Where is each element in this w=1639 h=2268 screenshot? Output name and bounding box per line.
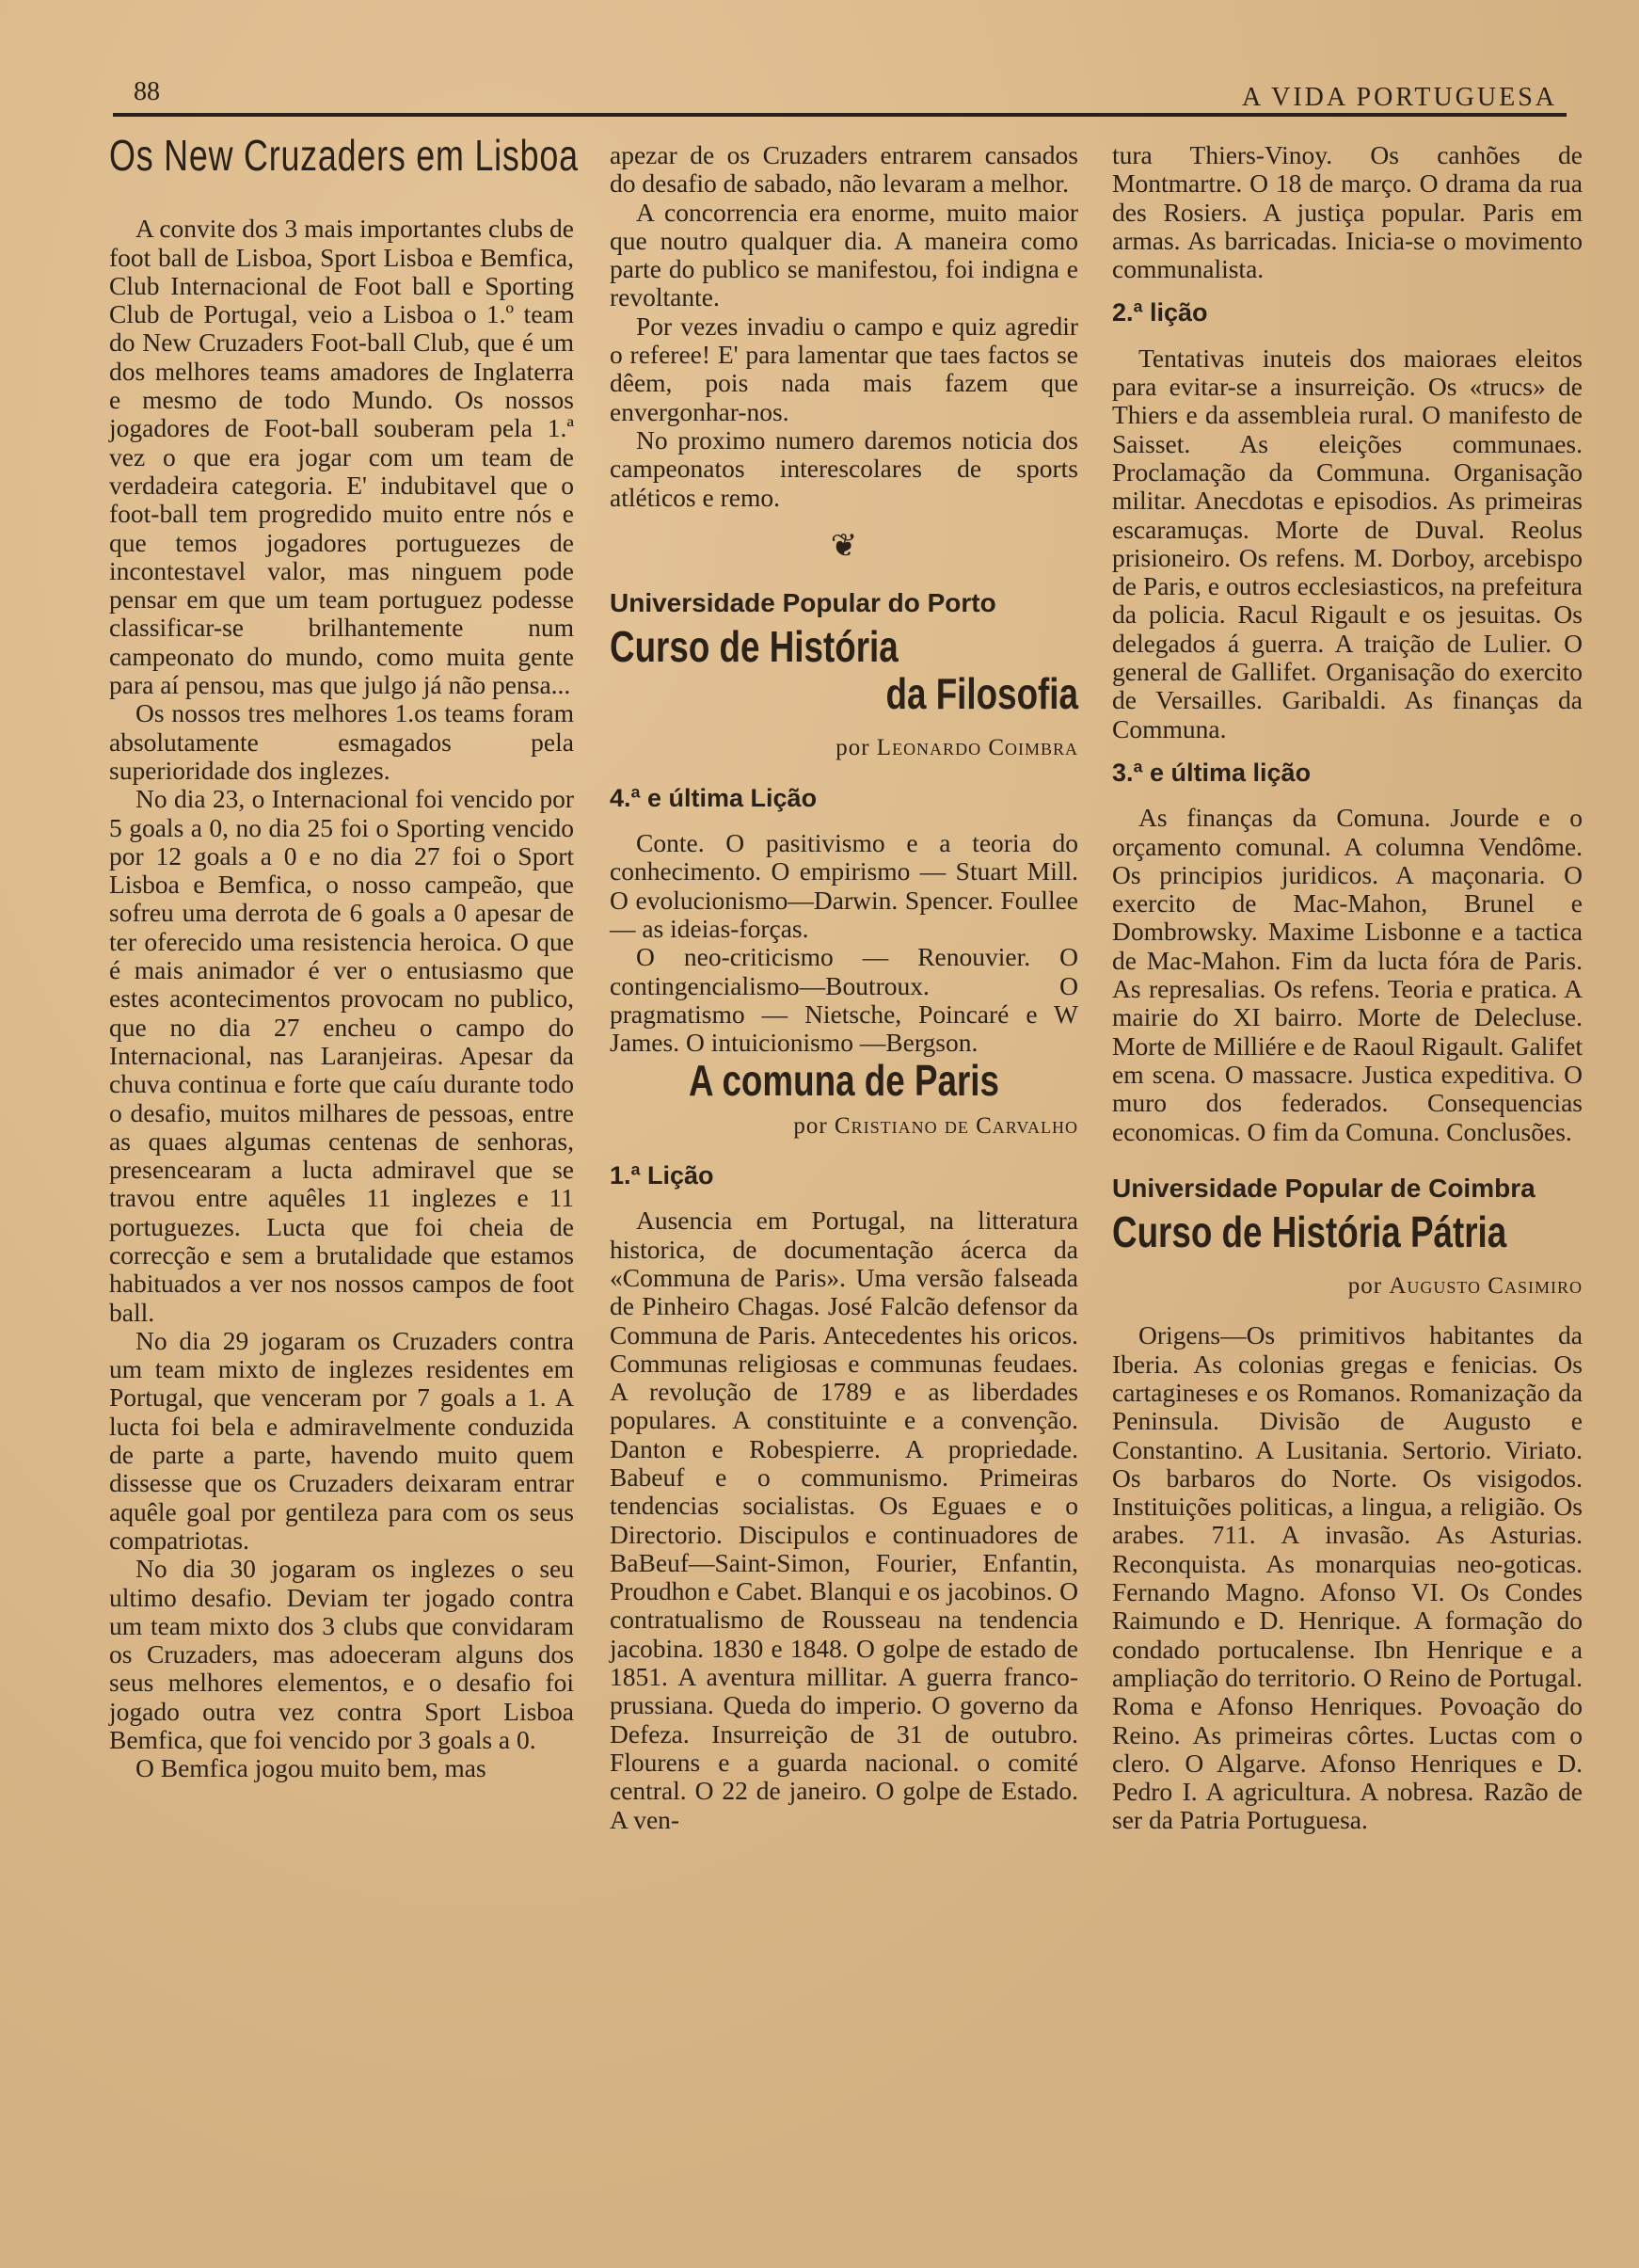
paragraph: apezar de os Cruzaders entrarem cansados do desafio de sabado, não levaram a melhor. [610,140,1078,199]
byline-author: Leonardo Coimbra [876,735,1078,761]
byline-por: por [835,735,870,761]
paragraph: O neo-criticismo — Renouvier. O contingencialismo—Boutroux. O pragmatismo — Nietsche, Poincaré e W James. O intuicionismo —Bergson. [610,942,1078,1058]
paragraph: Tentativas inuteis dos maioraes eleitos para evitar-se a insurreição. Os «trucs» de Thiers e da assembleia rural. O manifesto de Saisset. As eleições communaes. Proclamação da Communa. Organisação militar. Anecdotas e episodios. As primeiras escaramuças. Morte de Duval. Reolus prisioneiro. Os refens. M. Dorboy, arcebispo de Paris, e outros ecclesiasticos, na prefeitura da policia. Racul Rigault e os jesuitas. Os delegados á guerra. A traição de Lulier. O general de Gallifet. Organisação do exercito de Versailles. Garibaldi. As finanças da Communa. [1112,343,1583,743]
paragraph: Origens—Os primitivos habitantes da Iberia. As colonias gregas e fenicias. Os cartagineses e os Romanos. Romanização da Peninsula. Divisão de Augusto e Constantino. A Lusitania. Sertorio. Viriato. Os barbaros do Norte. Os visigodos. Instituições politicas, a lingua, a religião. Os arabes. 711. A invasão. As Asturias. Reconquista. As monarquias neo-goticas. Fernando Magno. Afonso VI. Os Condes Raimundo e D. Henrique. A formação do condado portucalense. Ibn Henrique e a ampliação do territorio. O Reino de Portugal. Roma e Afonso Henriques. Povoação do Reino. As primeiras côrtes. Luctas com o clero. O Algarve. Afonso Henriques e D. Pedro I. A agricultura. A nobresa. Razão de ser da Patria Portuguesa. [1112,1320,1583,1835]
paragraph: No dia 29 jogaram os Cruzaders contra um team mixto de inglezes residentes em Portugal, que venceram por 7 goals a 1. A lucta foi bela e admiravelmente conduzida de parte a parte, havendo muito quem dissesse que os Cruzaders deixaram entrar aquêle goal por gentileza para com os seus compatriotas. [109,1325,574,1555]
page-header [113,77,1567,117]
lesson-heading: 1.ª Lição [610,1161,714,1190]
byline-author: Augusto Casimiro [1389,1273,1583,1300]
section-heading: Universidade Popular do Porto [610,588,996,618]
byline [610,734,1078,762]
byline-por: por [793,1112,828,1139]
paragraph: No proximo numero daremos noticia dos campeonatos interescolares de sports atléticos e remo. [610,424,1078,512]
paragraph: tura Thiers-Vinoy. Os canhões de Montmartre. O 18 de março. O drama da rua des Rosiers. A justiça popular. Paris em armas. As barricadas. Inicia-se o movimento communalista. [1112,140,1583,284]
column-2 [610,141,1078,1834]
ornament-icon: ❦ [830,528,858,564]
byline [610,1112,1078,1141]
lesson-heading: 4.ª e última Lição [610,783,818,812]
course-title: Curso de História Pátria [1112,1207,1507,1257]
article-title: Os New Cruzaders em Lisboa [109,131,579,180]
section-heading: Universidade Popular de Coimbra [1112,1173,1536,1203]
article-title: A comuna de Paris [689,1056,999,1106]
paragraph: Os nossos tres melhores 1.os teams foram absolutamente esmagados pela superioridade dos inglezes. [109,698,574,785]
paragraph: Conte. O pasitivismo e a teoria do conhecimento. O empirismo — Stuart Mill. O evolucionismo—Darwin. Spencer. Foullee — as ideias-forças. [610,828,1078,943]
column-1 [109,131,579,1783]
page-number: 88 [134,77,160,106]
paragraph: O Bemfica jogou muito bem, mas [135,1753,486,1783]
course-title: Curso de História [610,622,899,672]
lesson-heading: 2.ª lição [1112,298,1208,327]
lesson-heading: 3.ª e última lição [1112,758,1312,787]
paragraph: Ausencia em Portugal, na litteratura historica, de documentação ácerca da «Communa de Paris». Uma versão falseada de Pinheiro Chagas. José Falcão defensor da Communa de Paris. Antecedentes his oricos. Communas religiosas e communas feudaes. A revolução de 1789 e as liberdades populares. A constituinte e a convenção. Danton e Robespierre. A propriedade. Babeuf e o communismo. Primeiras tendencias socialistas. Os Eguaes e o Directorio. Discipulos e continuadores de BaBeuf—Saint-Simon, Fourier, Enfantin, Proudhon e Cabet. Blanqui e os jacobinos. O contratualismo de Rousseau na tendencia jacobina. 1830 e 1848. O golpe de estado de 1851. A aventura millitar. A guerra franco-prussiana. Queda do imperio. O governo da Defeza. Insurreição de 31 de outubro. Flourens e a guarda nacional. o comité central. O 22 de janeiro. O golpe de Estado. A ven- [610,1206,1078,1834]
paragraph: No dia 30 jogaram os inglezes o seu ultimo desafio. Deviam ter jogado contra um team mixto dos 3 clubs que convidaram os Cruzaders, mas adoeceram alguns dos seus melhores elementos, e o desafio foi jogado outra vez contra Sport Lisboa Bemfica, que foi vencido por 3 goals a 0. [109,1554,574,1755]
byline [1112,1272,1583,1301]
paragraph: No dia 23, o Internacional foi vencido por 5 goals a 0, no dia 25 foi o Sporting vencido por 12 goals a 0 e no dia 27 foi o Sport Lisboa e Bemfica, o nosso campeão, que sofreu uma derrota de 6 goals a 0 apesar de ter oferecido uma resistencia heroica. O que é mais animador é ver o entusiasmo que estes acontecimentos provocam no publico, que no dia 27 encheu o campo do Internacional, nas Laranjeiras. Apesar da chuva continua e forte que caíu durante todo o desafio, muitos milhares de pessoas, entre as quaes algumas centenas de senhoras, presencearam a lucta admiravel que se travou entre aquêles 11 inglezes e 11 portuguezes. Lucta que foi cheia de correcção e sem a brutalidade que estamos habituados a ver nos nossos campos de foot ball. [109,784,574,1327]
paragraph: A concorrencia era enorme, muito maior que noutro qualquer dia. A maneira como parte do publico se manifestou, foi indigna e revoltante. [610,197,1078,312]
byline-por: por [1347,1273,1383,1300]
paragraph: A convite dos 3 mais importantes clubs de foot ball de Lisboa, Sport Lisboa e Bemfica, Club Internacional de Foot ball e Sporting Club de Portugal, veio a Lisboa o 1.º team do New Cruzaders Foot-ball Club, que é um dos melhores teams amadores de Inglaterra e mesmo de todo Mundo. Os nossos jogadores de Foot-ball souberam pela 1.ª vez o que era jogar com um team de verdadeira categoria. E' indubitavel que o foot-ball tem progredido muito entre nós e que temos jogadores portuguezes de incontestavel valor, mas ninguem pode pensar em que um team portuguez podesse classificar-se brilhantemente num campeonato do mundo, como muita gente para aí pensou, mas que julgo já não pensa... [109,214,574,700]
column-3 [1112,141,1583,1835]
paragraph: Por vezes invadiu o campo e quiz agredir o referee! E' para lamentar que taes factos se dêem, pois nada mais fazem que envergonhar-nos. [610,311,1078,426]
running-head: A VIDA PORTUGUESA [1241,83,1557,112]
paragraph: As finanças da Comuna. Jourde e o orçamento comunal. A columna Vendôme. Os principios juridicos. A maçonaria. O exercito de Mac-Mahon, Brunel e Dombrowsky. Maxime Lisbonne e a tactica de Mac-Mahon. Fim da lucta fóra de Paris. As represalias. Os refens. Teoria e pratica. A mairie do XI bairro. Morte de Delecluse. Morte de Milliére e de Raoul Rigault. Galifet em scena. O massacre. Justica expeditiva. O muro dos federados. Consequencias economicas. O fim da Comuna. Conclusões. [1112,803,1583,1146]
course-title-line-2: da Filosofia [885,669,1078,719]
byline-author: Cristiano de Carvalho [834,1112,1078,1139]
